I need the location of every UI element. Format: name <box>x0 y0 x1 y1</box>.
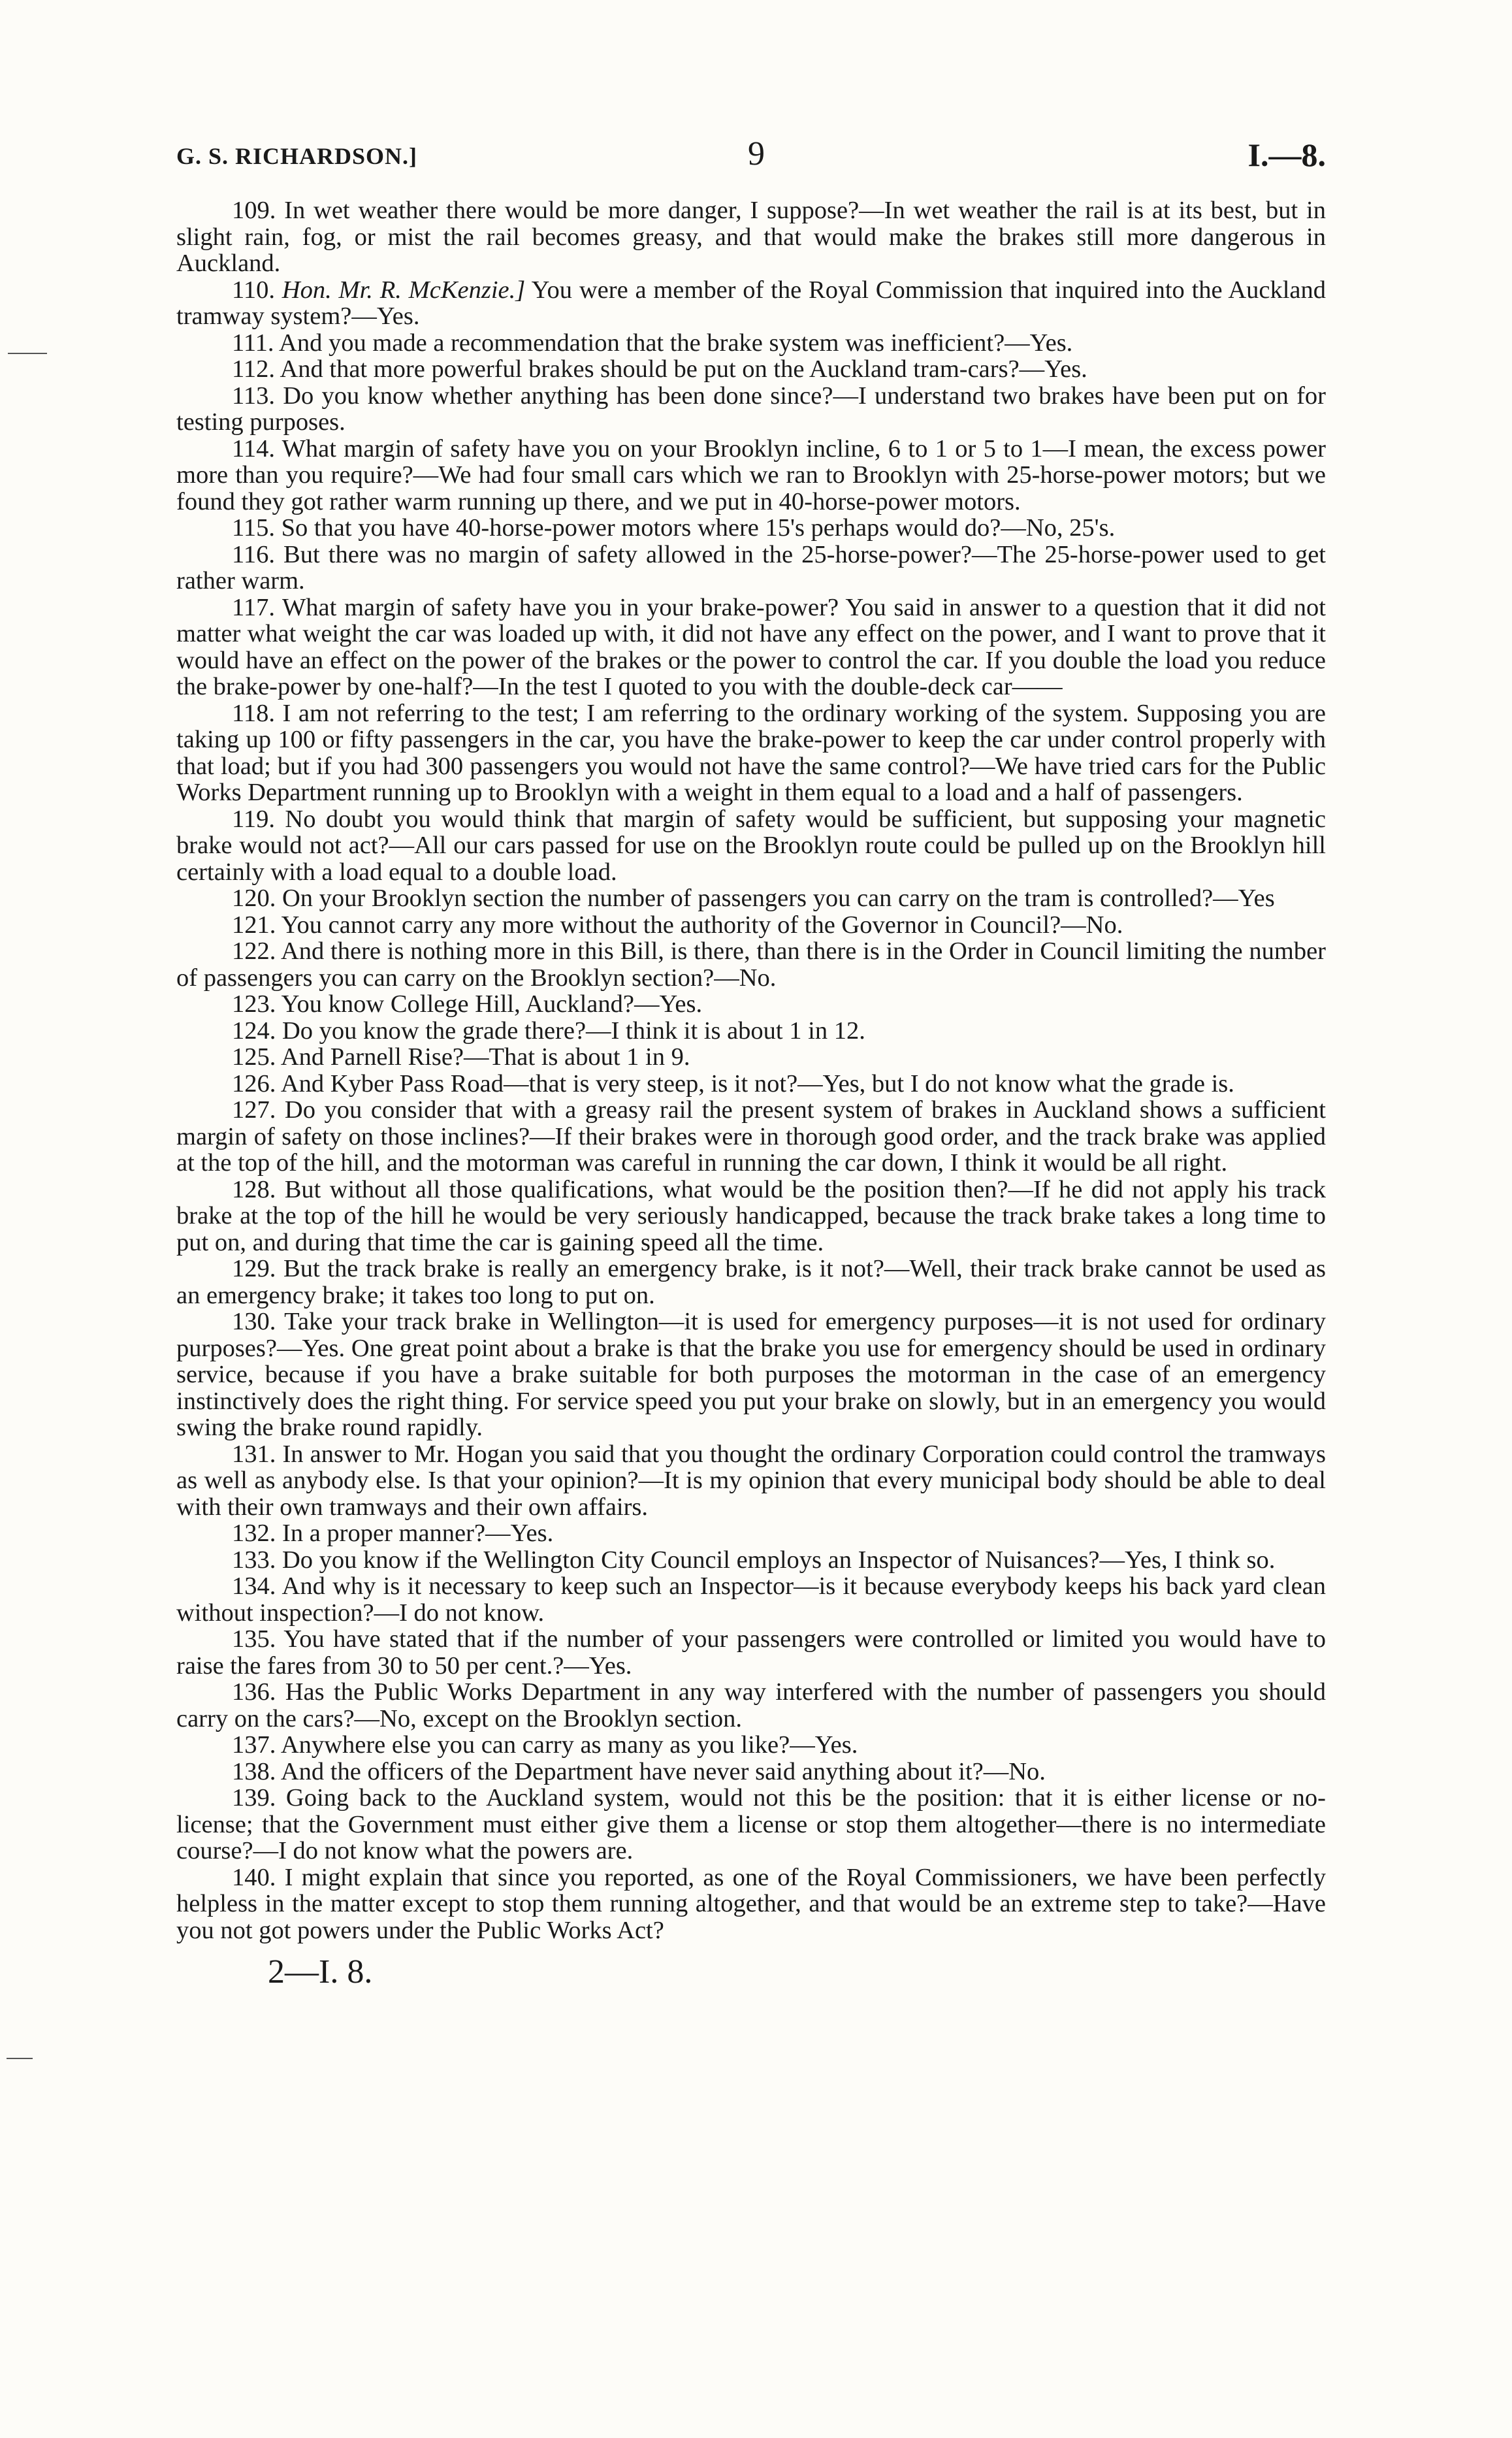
speaker-label: Hon. Mr. R. McKenzie.] <box>281 276 526 304</box>
paragraph-121: 121. You cannot carry any more without the authority of the Governor in Council?—No. <box>232 911 1123 939</box>
paragraph-110-text: You were a member of the Royal Commission that inquired into the Auckland tramway system?—Yes. <box>176 276 1327 330</box>
paragraph-130: 130. Take your track brake in Wellington—it is used for emergency purposes—it is not used for ordinary purposes?—Yes. One great point about a brake is that the brake you use for emergency should be used in ordinary service, because if you have a brake suitable for both purposes the motorman in the case of an emergency instinctively does the right thing. For service speed you put your brake on slowly, but in an emergency you would swing the brake round rapidly. <box>176 1308 1326 1441</box>
paragraph-112: 112. And that more powerful brakes should be put on the Auckland tram-cars?—Yes. <box>232 355 1087 383</box>
document-body <box>176 197 1326 1943</box>
paragraph-131: 131. In answer to Mr. Hogan you said that you thought the ordinary Corporation could control the tramways as well as anybody else. Is that your opinion?—It is my opinion that every municipal body should be able to deal with their own tramways and their own affairs. <box>176 1440 1326 1521</box>
page-header <box>176 131 1326 183</box>
paragraph-133: 133. Do you know if the Wellington City Council employs an Inspector of Nuisances?—Yes, I think so. <box>232 1546 1276 1574</box>
paragraph-132: 132. In a proper manner?—Yes. <box>232 1520 554 1547</box>
paragraph-125: 125. And Parnell Rise?—That is about 1 in 9. <box>232 1043 690 1071</box>
margin-mark <box>7 2058 33 2059</box>
paragraph-110-number: 110. <box>232 276 275 304</box>
paragraph-122: 122. And there is nothing more in this Bill, is there, than there is in the Order in Council limiting the number of passengers you can carry on the Brooklyn section?—No. <box>176 937 1326 992</box>
paragraph-113: 113. Do you know whether anything has been done since?—I understand two brakes have been put on for testing purposes. <box>176 382 1326 436</box>
margin-mark <box>8 353 47 354</box>
paragraph-134: 134. And why is it necessary to keep such an Inspector—is it because everybody keeps his back yard clean without inspection?—I do not know. <box>176 1572 1326 1627</box>
paragraph-136: 136. Has the Public Works Department in any way interfered with the number of passengers you should carry on the cars?—No, except on the Brooklyn section. <box>176 1678 1326 1732</box>
paragraph-127: 127. Do you consider that with a greasy rail the present system of brakes in Auckland shows a sufficient margin of safety on those inclines?—If their brakes were in thorough good order, and the track brake was applied at the top of the hill, and the motorman was careful in running the car down, I think it would be all right. <box>176 1096 1326 1177</box>
paragraph-137: 137. Anywhere else you can carry as many as you like?—Yes. <box>232 1731 858 1759</box>
paragraph-139: 139. Going back to the Auckland system, would not this be the position: that it is either license or no-license; that the Government must either give them a license or stop them altogether—there is no intermediate course?—I do not know what the powers are. <box>176 1784 1326 1864</box>
signature-mark: 2—I. 8. <box>268 1953 373 1991</box>
paragraph-128: 128. But without all those qualifications, what would be the position then?—If he did not apply his track brake at the top of the hill he would be very seriously handicapped, because the track brake takes a long time to put on, and during that time the car is gaining speed all the time. <box>176 1175 1326 1256</box>
paragraph-109: 109. In wet weather there would be more danger, I suppose?—In wet weather the rail is at its best, but in slight rain, fog, or mist the rail becomes greasy, and that would make the brakes still more dangerous in Auckland. <box>176 197 1326 277</box>
paragraph-118: 118. I am not referring to the test; I am referring to the ordinary working of the system. Supposing you are taking up 100 or fifty passengers in the car, you have the brake-power to keep the car under control properly with that load; but if you had 300 passengers you would not have the same control?—We have tried cars for the Public Works Department running up to Brooklyn with a weight in them equal to a load and a half of passengers. <box>176 699 1326 806</box>
paragraph-129: 129. But the track brake is really an emergency brake, is it not?—Well, their track brake cannot be used as an emergency brake; it takes too long to put on. <box>176 1255 1326 1309</box>
paragraph-140: 140. I might explain that since you reported, as one of the Royal Commissioners, we have been perfectly helpless in the matter except to stop them running altogether, and that would be an extreme step to take?—Have you not got powers under the Public Works Act? <box>176 1863 1326 1944</box>
paragraph-135: 135. You have stated that if the number of your passengers were controlled or limited you would have to raise the fares from 30 to 50 per cent.?—Yes. <box>176 1625 1326 1680</box>
page-number: 9 <box>748 135 765 172</box>
paragraph-115: 115. So that you have 40-horse-power motors where 15's perhaps would do?—No, 25's. <box>232 514 1116 542</box>
paragraph-120: 120. On your Brooklyn section the number of passengers you can carry on the tram is controlled?—Yes <box>232 885 1275 912</box>
paragraph-138: 138. And the officers of the Department have never said anything about it?—No. <box>232 1757 1046 1785</box>
paragraph-126: 126. And Kyber Pass Road—that is very steep, is it not?—Yes, but I do not know what the grade is. <box>232 1069 1234 1097</box>
paragraph-119: 119. No doubt you would think that margin of safety would be sufficient, but supposing your magnetic brake would not act?—All our cars passed for use on the Brooklyn route could be pulled up on the Brooklyn hill certainly with a load equal to a double load. <box>176 805 1326 886</box>
page <box>176 131 1326 1991</box>
paragraph-111: 111. And you made a recommendation that the brake system was inefficient?—Yes. <box>232 329 1073 357</box>
paragraph-114: 114. What margin of safety have you on your Brooklyn incline, 6 to 1 or 5 to 1—I mean, the excess power more than you require?—We had four small cars which we ran to Brooklyn with 25-horse-power motors; but we found they got rather warm running up there, and we put in 40-horse-power motors. <box>176 434 1326 515</box>
paragraph-124: 124. Do you know the grade there?—I think it is about 1 in 12. <box>232 1016 865 1045</box>
paragraph-123: 123. You know College Hill, Auckland?—Yes. <box>232 990 703 1018</box>
header-witness: G. S. RICHARDSON.] <box>176 143 418 169</box>
paragraph-110 <box>176 277 1326 330</box>
paragraph-117: 117. What margin of safety have you in your brake-power? You said in answer to a question that it did not matter what weight the car was loaded up with, it did not have any effect on the power, and I want to prove that it would have an effect on the power of the brakes or the power to control the car. If you double the load you reduce the brake-power by one-half?—In the test I quoted to you with the double-deck car—— <box>176 593 1326 700</box>
document-reference: I.—8. <box>1247 137 1326 173</box>
paragraph-116: 116. But there was no margin of safety allowed in the 25-horse-power?—The 25-horse-power used to get rather warm. <box>176 540 1326 594</box>
